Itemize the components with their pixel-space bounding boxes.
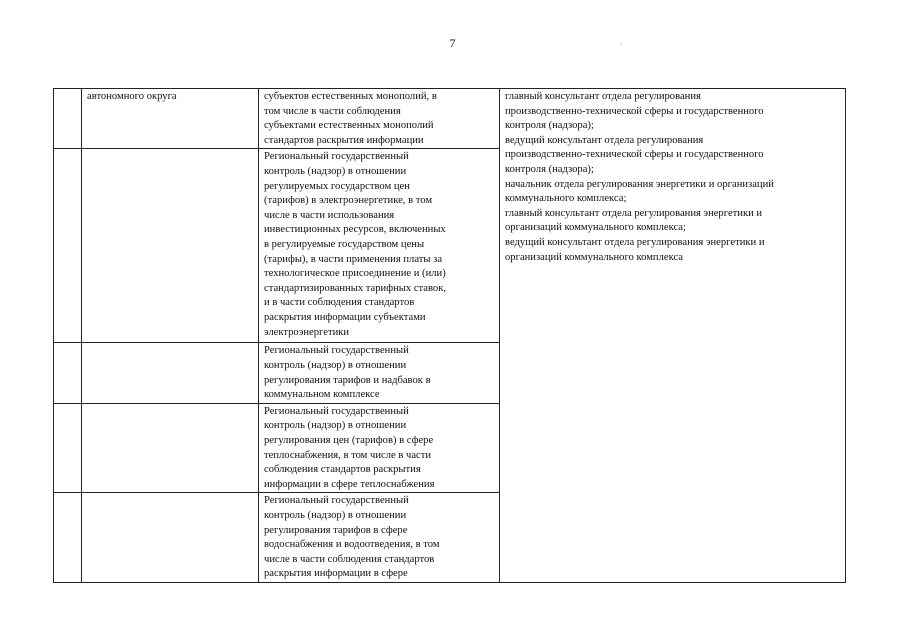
control-text-line: Региональный государственный bbox=[264, 345, 409, 357]
control-text-line: (тарифы), в части применения платы за bbox=[264, 253, 443, 265]
control-text-line: контроль (надзор) в отношении bbox=[264, 509, 407, 521]
control-text-line: контроль (надзор) в отношении bbox=[264, 165, 407, 177]
page-number: 7 bbox=[449, 36, 456, 50]
control-text-line: числе в части соблюдения стандартов bbox=[264, 553, 435, 565]
control-text-line: Региональный государственный bbox=[264, 151, 409, 163]
control-text-line: (тарифов) в электроэнергетике, в том bbox=[264, 195, 433, 207]
table-row bbox=[54, 89, 846, 149]
official-line: главный консультант отдела регулирования энергетики и bbox=[505, 207, 763, 219]
region-cell bbox=[82, 149, 259, 343]
authority-table bbox=[53, 88, 846, 583]
official-line: контроля (надзора); bbox=[505, 120, 594, 132]
control-type-cell bbox=[259, 343, 500, 403]
control-text-line: регулирования тарифов в сфере bbox=[264, 524, 408, 536]
control-type-cell bbox=[259, 89, 500, 149]
control-type-cell bbox=[259, 493, 500, 583]
control-text-line: субъектами естественных монополий bbox=[264, 120, 434, 132]
control-text-line: в регулируемые государством цены bbox=[264, 238, 425, 250]
control-type-cell bbox=[259, 403, 500, 493]
official-line: главный консультант отдела регулирования bbox=[505, 91, 701, 102]
control-text-line: инвестиционных ресурсов, включенных bbox=[264, 224, 446, 236]
region-cell bbox=[82, 89, 259, 149]
control-text-line: регулирования цен (тарифов) в сфере bbox=[264, 434, 434, 446]
official-line: контроля (надзора); bbox=[505, 163, 594, 175]
official-line: ведущий консультант отдела регулирования bbox=[505, 134, 704, 146]
control-text-line: теплоснабжения, в том числе в части bbox=[264, 449, 432, 461]
control-text-line: водоснабжения и водоотведения, в том bbox=[264, 539, 440, 551]
index-cell bbox=[54, 149, 82, 343]
control-text-line: регулирования тарифов и надбавок в bbox=[264, 374, 431, 386]
index-cell bbox=[54, 343, 82, 403]
control-text-line: том числе в части соблюдения bbox=[264, 105, 401, 117]
control-text-line: регулируемых государством цен bbox=[264, 180, 410, 192]
control-type-cell bbox=[259, 149, 500, 343]
index-cell bbox=[54, 403, 82, 493]
region-text: автономного округа bbox=[87, 91, 177, 102]
control-text-line: коммунальном комплексе bbox=[264, 389, 380, 401]
control-text-line: информации в сфере теплоснабжения bbox=[264, 478, 435, 490]
official-line: производственно-технической сферы и государственного bbox=[505, 105, 764, 117]
control-text-line: числе в части использования bbox=[264, 209, 395, 221]
control-text-line: контроль (надзор) в отношении bbox=[264, 359, 407, 371]
official-line: начальник отдела регулирования энергетики и организаций bbox=[505, 178, 774, 190]
official-line: организаций коммунального комплекса bbox=[505, 251, 683, 263]
control-text-line: раскрытия информации в сфере bbox=[264, 568, 408, 580]
region-cell bbox=[82, 403, 259, 493]
control-text-line: контроль (надзор) в отношении bbox=[264, 420, 407, 432]
region-cell bbox=[82, 343, 259, 403]
control-text-line: электроэнергетики bbox=[264, 326, 350, 338]
region-cell bbox=[82, 493, 259, 583]
control-text-line: стандартов раскрытия информации bbox=[264, 134, 424, 146]
control-text-line: субъектов естественных монополий, в bbox=[264, 91, 437, 102]
control-text-line: Региональный государственный bbox=[264, 405, 409, 417]
control-text-line: стандартизированных тарифных ставок, bbox=[264, 282, 447, 294]
index-cell bbox=[54, 493, 82, 583]
control-text-line: раскрытия информации субъектами bbox=[264, 311, 426, 323]
control-text-line: и в части соблюдения стандартов bbox=[264, 297, 415, 309]
scan-speck: · bbox=[620, 40, 623, 49]
official-line: коммунального комплекса; bbox=[505, 193, 627, 205]
officials-cell bbox=[500, 89, 846, 583]
official-line: производственно-технической сферы и государственного bbox=[505, 149, 764, 161]
control-text-line: Региональный государственный bbox=[264, 495, 409, 507]
official-line: ведущий консультант отдела регулирования энергетики и bbox=[505, 236, 765, 248]
control-text-line: соблюдения стандартов раскрытия bbox=[264, 464, 421, 476]
control-text-line: технологическое присоединение и (или) bbox=[264, 268, 446, 280]
official-line: организаций коммунального комплекса; bbox=[505, 222, 686, 234]
index-cell bbox=[54, 89, 82, 149]
